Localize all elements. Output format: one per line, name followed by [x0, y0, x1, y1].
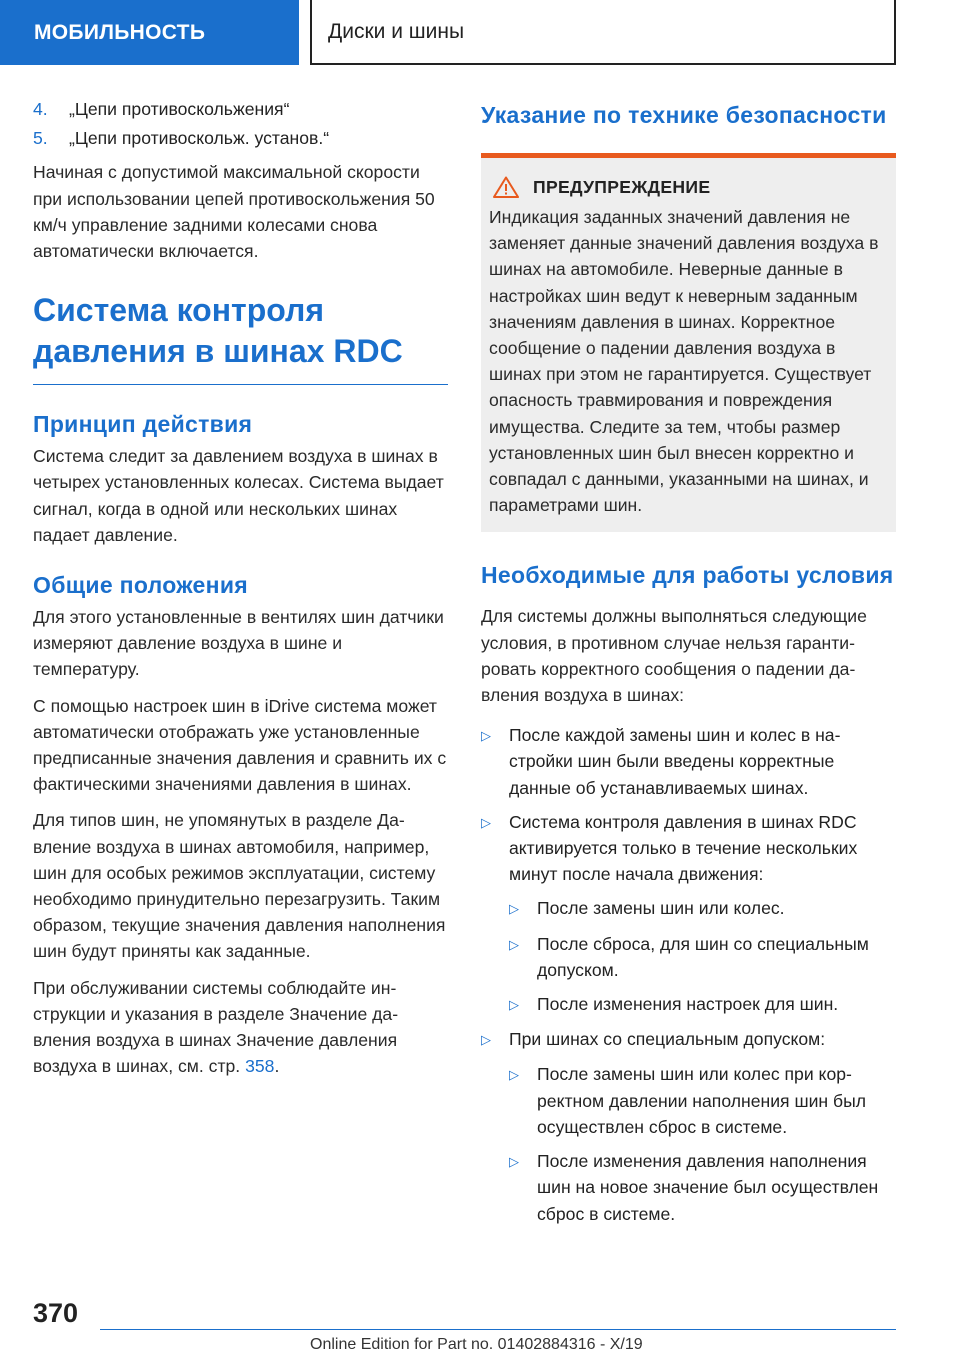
warning-title: ПРЕДУПРЕЖДЕНИЕ [533, 176, 711, 197]
page-number: 370 [33, 1298, 79, 1328]
subheading-principle: Принцип действия [33, 411, 253, 438]
warning-title-row [489, 176, 888, 198]
sub-bullet-item [509, 1148, 896, 1227]
principle-paragraph: Система следит за давлением воздуха в шинах в четырех установленных колесах. Система выдает сигнал, когда в одной или нескольких шинах падает давление. [33, 446, 444, 545]
bullet-text: При шинах со специальным допуском: [509, 1029, 826, 1050]
general-paragraph-1: Для этого установленные в вентилях шин датчики измеряют давление воздуха в шине и температуру. [33, 607, 444, 680]
section-tab [0, 0, 299, 65]
subheading-conditions: Необходимые для работы условия [481, 562, 894, 589]
sub-bullet-text: После замены шин или колес при корректном давлении наполнения шин был осуществлен сброс в системе. [537, 1064, 866, 1137]
footer-divider [100, 1329, 896, 1330]
sub-bullet-text: После замены шин или колес. [537, 898, 785, 919]
sub-bullet-item [509, 1061, 896, 1140]
warning-box [481, 153, 896, 532]
period: . [274, 1056, 280, 1077]
arrow-bullet-icon: ▷ [509, 901, 519, 917]
sub-bullet-text: После изменения настроек для шин. [537, 994, 839, 1015]
sub-bullet-text: После изменения давления наполнения шин на новое значение был осуществлен сброс в системе. [537, 1151, 879, 1224]
bullet-text: После каждой замены шин и колес в настройки шин были введены корректные данные об устанавливаемых шинах. [509, 725, 841, 798]
item-number: 5. [33, 128, 48, 149]
warning-text: Индикация заданных значений давления не заменяет данные значений давления воздуха в шинах на автомобиле. Неверные данные в настройках шин ведут к неверным заданным значениям давления в шинах. Корректное сообщение о падении давления воздуха в шинах при этом не гарантируется. Существует опасность травмирования и повреждения имущества. Следите за тем, чтобы размер установленных шин был внесен корректно и совпадал с данными, указанными на шинах, и параметрами шин. [489, 207, 879, 516]
bullet-item [481, 722, 896, 801]
general-paragraph-2: С помощью настроек шин в iDrive система может автоматически отображать уже установленные предписанные значения давления и сравнить их с фактическими значениями давления в шинах. [33, 695, 447, 795]
arrow-bullet-icon: ▷ [481, 728, 491, 744]
right-column [481, 100, 896, 1235]
section-heading: Система контроля давления в шинах RDC [33, 290, 448, 385]
arrow-bullet-icon: ▷ [509, 1067, 519, 1083]
list-item [33, 125, 448, 151]
chapter-header [310, 0, 896, 65]
bullet-text: Система контроля давления в шинах RDC активируется только в течение нескольких минут после начала движения: [509, 811, 858, 885]
edition-note: Online Edition for Part no. 01402884316 - X/19 [310, 1336, 643, 1353]
general-paragraph-4 [33, 975, 448, 1080]
left-column [33, 96, 448, 1089]
list-item [33, 96, 448, 122]
arrow-bullet-icon: ▷ [509, 1154, 519, 1170]
bullet-item [481, 1026, 896, 1053]
sub-bullet-item [509, 991, 896, 1018]
warning-triangle-icon [493, 176, 519, 198]
sub-bullet-item [509, 931, 896, 983]
item-text: „Цепи противоскольжения“ [69, 99, 290, 119]
section-title: МОБИЛЬНОСТЬ [34, 20, 206, 44]
arrow-bullet-icon: ▷ [509, 997, 519, 1013]
arrow-bullet-icon: ▷ [509, 936, 519, 952]
general-paragraph-4-text: При обслуживании системы соблюдайте инструкции и указания в разделе Значение давления воздуха в шинах Значение давления воздуха в шинах, см. стр. [33, 977, 399, 1077]
general-paragraph-3: Для типов шин, не упомянутых в разделе Давление воздуха в шинах автомобиля, например, шин для особых режимов эксплуатации, систему необходимо принудительно перезагрузить. Таким образом, текущие значения давления наполнения шин будут приняты как заданные. [33, 810, 446, 962]
arrow-bullet-icon: ▷ [481, 1032, 491, 1048]
sub-bullet-text: После сброса, для шин со специальным допуском. [537, 933, 869, 980]
item-text: „Цепи противоскольж. установ.“ [69, 128, 330, 149]
intro-paragraph: Начиная с допустимой максимальной скорости при использовании цепей противоскольжения 50 км/ч управление задними колесами снова автоматически включается. [33, 162, 435, 262]
chapter-title: Диски и шины [328, 19, 465, 43]
subheading-safety: Указание по технике безопасности [481, 102, 887, 128]
conditions-paragraph: Для системы должны выполняться следующие условия, в противном случае нельзя гарантировать корректного сообщения о падении давления воздуха в шинах: [481, 606, 867, 706]
item-number: 4. [33, 99, 48, 119]
subheading-general: Общие положения [33, 572, 248, 599]
sub-bullet-item [509, 895, 896, 922]
page-reference-link[interactable]: 358 [245, 1056, 275, 1077]
bullet-item [481, 809, 896, 888]
arrow-bullet-icon: ▷ [481, 814, 491, 830]
